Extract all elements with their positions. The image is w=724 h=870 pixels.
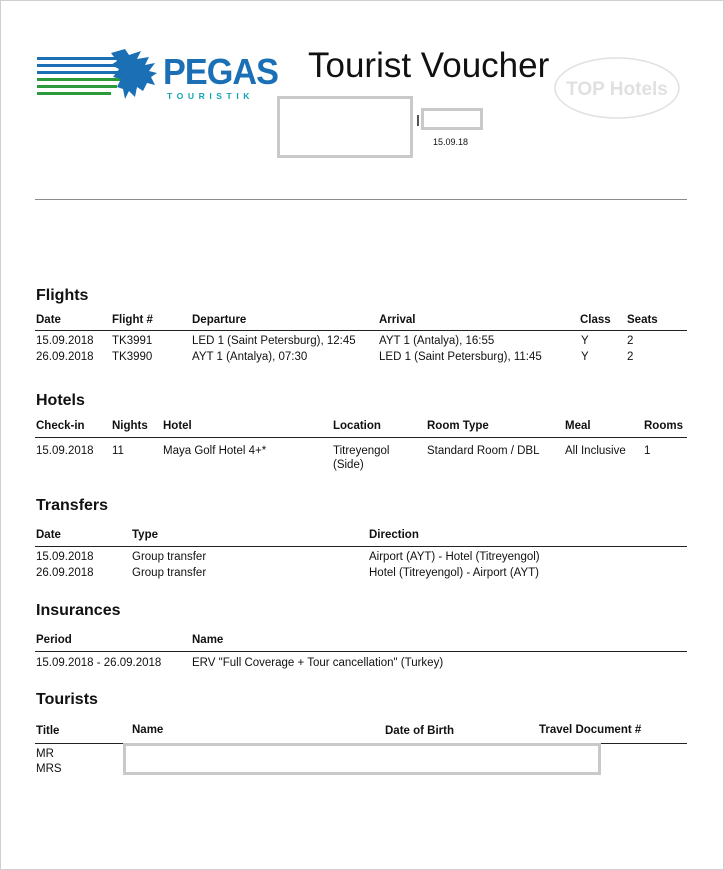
transfer-date: 26.09.2018 bbox=[36, 567, 94, 579]
transfers-section-title: Transfers bbox=[36, 497, 109, 514]
flight-departure: AYT 1 (Antalya), 07:30 bbox=[192, 351, 308, 363]
tourists-header-document: Travel Document # bbox=[539, 724, 642, 736]
hotels-header-checkin: Check-in bbox=[36, 420, 85, 432]
flight-number: TK3991 bbox=[112, 335, 153, 347]
text-cursor-mark bbox=[417, 115, 419, 126]
document-date: 15.09.18 bbox=[433, 137, 469, 147]
hotel-nights: 11 bbox=[112, 445, 124, 457]
transfers-header-type: Type bbox=[132, 529, 158, 541]
transfer-type: Group transfer bbox=[132, 567, 207, 579]
hotels-header-nights: Nights bbox=[112, 420, 148, 432]
hotels-header-room-type: Room Type bbox=[427, 420, 489, 432]
hotels-header-meal: Meal bbox=[565, 420, 591, 432]
redacted-tourist-names bbox=[123, 743, 601, 775]
insurances-section-title: Insurances bbox=[36, 602, 121, 619]
tourist-title: MRS bbox=[36, 763, 62, 775]
hotel-checkin: 15.09.2018 bbox=[36, 445, 94, 457]
flights-header-date: Date bbox=[36, 314, 61, 326]
hotels-section-title: Hotels bbox=[36, 392, 85, 409]
logo-wordmark: PEGAS bbox=[163, 51, 278, 92]
flight-departure: LED 1 (Saint Petersburg), 12:45 bbox=[192, 335, 356, 347]
flights-header-seats: Seats bbox=[627, 314, 658, 326]
flight-seats: 2 bbox=[627, 335, 634, 347]
pegasus-logo-icon bbox=[37, 47, 163, 105]
flights-section-title: Flights bbox=[36, 287, 89, 304]
redacted-voucher-block bbox=[277, 96, 413, 158]
hotel-room-type: Standard Room / DBL bbox=[427, 445, 540, 457]
tourists-section-title: Tourists bbox=[36, 691, 98, 708]
transfers-header-direction: Direction bbox=[369, 529, 419, 541]
watermark-text: TOP Hotels bbox=[566, 79, 668, 100]
tourists-header-name: Name bbox=[132, 724, 164, 736]
tourist-title: MR bbox=[36, 748, 54, 760]
transfer-date: 15.09.2018 bbox=[36, 551, 94, 563]
hotels-header-rooms: Rooms bbox=[644, 420, 683, 432]
flight-number: TK3990 bbox=[112, 351, 153, 363]
flight-class: Y bbox=[581, 351, 589, 363]
logo-subtitle: TOURISTIK bbox=[167, 91, 255, 101]
transfer-type: Group transfer bbox=[132, 551, 207, 563]
insurances-header-period: Period bbox=[36, 634, 72, 646]
hotels-header-location: Location bbox=[333, 420, 381, 432]
watermark-logo bbox=[553, 56, 681, 120]
hotel-location-line2: (Side) bbox=[333, 459, 364, 471]
flight-arrival: LED 1 (Saint Petersburg), 11:45 bbox=[379, 351, 542, 363]
hotel-name: Maya Golf Hotel 4+* bbox=[163, 445, 267, 457]
transfers-header-rule bbox=[35, 546, 687, 547]
pegas-logo bbox=[37, 47, 278, 105]
flight-seats: 2 bbox=[627, 351, 634, 363]
hotels-header-hotel: Hotel bbox=[163, 420, 192, 432]
flight-arrival: AYT 1 (Antalya), 16:55 bbox=[379, 335, 495, 347]
hotels-header-rule bbox=[35, 437, 687, 438]
hotel-rooms: 1 bbox=[644, 445, 651, 457]
insurance-name: ERV "Full Coverage + Tour cancellation" (Turkey) bbox=[192, 657, 444, 669]
flights-header-arrival: Arrival bbox=[379, 314, 416, 326]
flight-date: 15.09.2018 bbox=[36, 335, 94, 347]
tourists-header-title: Title bbox=[36, 725, 60, 737]
transfer-direction: Airport (AYT) - Hotel (Titreyengol) bbox=[369, 551, 540, 563]
insurance-period: 15.09.2018 - 26.09.2018 bbox=[36, 657, 162, 669]
page-title: Tourist Voucher bbox=[308, 46, 550, 85]
tourists-header-dob: Date of Birth bbox=[385, 725, 454, 737]
flights-header-departure: Departure bbox=[192, 314, 247, 326]
header-divider bbox=[35, 199, 687, 200]
transfer-direction: Hotel (Titreyengol) - Airport (AYT) bbox=[369, 567, 539, 579]
insurances-header-rule bbox=[35, 651, 687, 652]
transfers-header-date: Date bbox=[36, 529, 61, 541]
flights-header-flight: Flight # bbox=[112, 314, 153, 326]
redacted-number-block bbox=[421, 108, 483, 130]
flights-header-rule bbox=[35, 330, 687, 331]
flights-header-class: Class bbox=[580, 314, 611, 326]
flight-date: 26.09.2018 bbox=[36, 351, 94, 363]
flight-class: Y bbox=[581, 335, 589, 347]
hotel-location-line1: Titreyengol bbox=[333, 445, 390, 457]
hotel-meal: All Inclusive bbox=[565, 445, 626, 457]
insurances-header-name: Name bbox=[192, 634, 224, 646]
